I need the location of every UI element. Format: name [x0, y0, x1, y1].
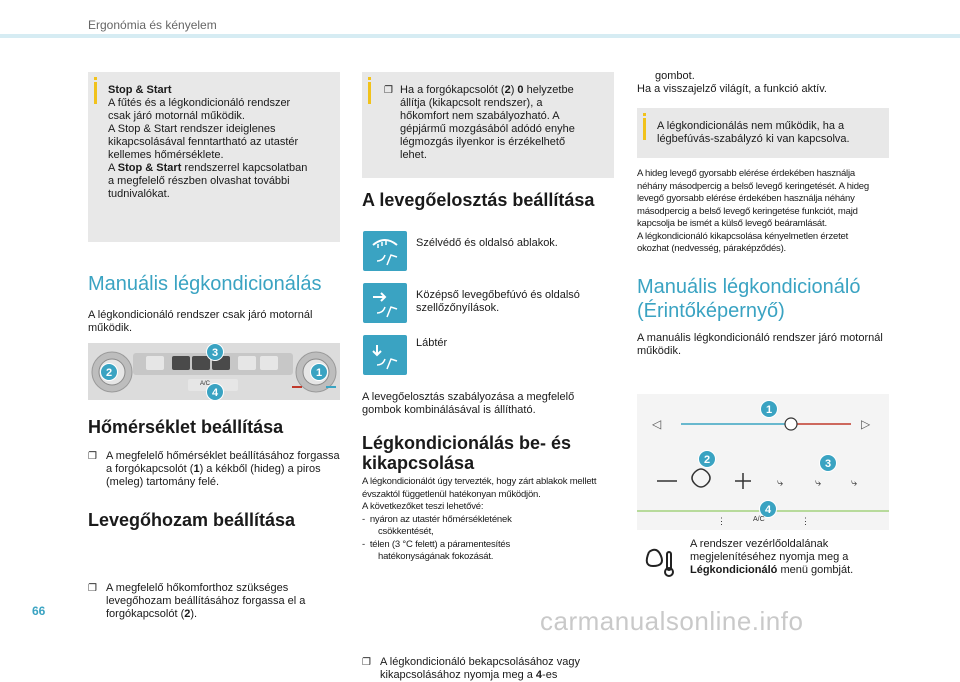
info-icon	[643, 118, 646, 140]
dist-item-1: Szélvédő és oldalsó ablakok.	[416, 237, 558, 249]
svg-text:◁: ◁	[652, 417, 662, 431]
note-line: tudnivalókat.	[108, 188, 170, 200]
ac-toggle-bullet: ❐ A légkondicionáló bekapcsolásához vagy kikapcsolásához nyomja meg a 4-es	[362, 656, 580, 681]
page-number: 66	[32, 604, 46, 618]
page-header-title: Ergonómia és kényelem	[88, 18, 217, 32]
watermark-text: carmanualsonline.info	[540, 606, 804, 636]
svg-text:⤷: ⤷	[777, 477, 784, 489]
checkbox-marker-icon: ❐	[362, 657, 371, 668]
touch-badge-2: 2	[698, 450, 716, 468]
face-vent-icon	[363, 283, 407, 323]
note-line: A fűtés és a légkondicionáló rendszer	[108, 97, 291, 109]
stop-start-note	[88, 72, 340, 242]
knob-zero-note	[362, 72, 614, 178]
dist-title: A levegőelosztás beállítása	[362, 190, 595, 210]
note-line: A Stop & Start rendszer ideiglenes	[108, 123, 276, 135]
control-panel-image	[88, 343, 340, 400]
continued-text: gombot.	[655, 70, 695, 82]
ac-label: A/C	[200, 381, 211, 387]
svg-text:▷: ▷	[861, 417, 871, 431]
badge-2: 2	[100, 363, 118, 381]
info-icon	[94, 82, 97, 104]
footwell-icon	[363, 335, 407, 375]
checkbox-marker-icon: ❐	[384, 85, 393, 96]
air-title: Levegőhozam beállítása	[88, 510, 296, 530]
info-icon	[368, 82, 371, 104]
ac-menu-text: A rendszer vezérlőoldalának megjelenítéséhez nyomja meg a Légkondicionáló menü gombját.	[690, 538, 854, 576]
badge-1: 1	[310, 363, 328, 381]
badge-3: 3	[206, 343, 224, 361]
air-bullet: ❐ A megfelelő hőkomforthoz szükséges levegőhozam beállításához forgassa el a forgókapcsolót (2).	[88, 582, 306, 620]
note-title: Stop & Start	[108, 84, 172, 96]
ac-off-note: A légkondicionálás nem működik, ha a légbefúvás-szabályzó ki van kapcsolva.	[637, 108, 889, 158]
touchscreen-image	[637, 394, 889, 530]
checkbox-marker-icon: ❐	[88, 451, 97, 462]
indicator-text: Ha a visszajelző világít, a funkció aktív.	[637, 83, 827, 95]
note-line: kikapcsolásával fenntartható az utastér	[108, 136, 299, 148]
header-bar	[0, 34, 960, 38]
ac-description: A légkondicionálót úgy tervezték, hogy zárt ablakok mellett évszaktól függetlenül hatékonyan működjön. A következőket teszi lehetővé: - nyáron az utastér hőmérsékletének csökkentését, - télen (3 °C felett) a páramentesítés hatékonyságának fokozását.	[362, 476, 597, 562]
dist-item-2: Középső levegőbefúvó és oldalsó szellőzőnyílások.	[416, 289, 580, 314]
windscreen-icon	[363, 231, 407, 271]
dist-item-3: Lábtér	[416, 337, 448, 349]
temp-bullet: ❐ A megfelelő hőmérséklet beállításához forgassa a forgókapcsolót (1) a kékből (hideg) a piros (meleg) tartomány felé.	[88, 450, 340, 488]
touch-badge-1: 1	[760, 400, 778, 418]
note-line: a megfelelő részben olvashat további	[108, 175, 290, 187]
note-line: csak járó motornál működik.	[108, 110, 245, 122]
touch-badge-3: 3	[819, 454, 837, 472]
ac-menu-icon	[641, 544, 681, 580]
temp-title: Hőmérséklet beállítása	[88, 417, 284, 437]
svg-text:⋮: ⋮	[801, 516, 810, 526]
note-line: kellemes hőmérséklete.	[108, 149, 224, 161]
svg-text:⤷: ⤷	[851, 477, 858, 489]
badge-4: 4	[206, 383, 224, 401]
ac-tips: A hideg levegő gyorsabb elérése érdekében használja néhány másodpercig a belső levegő keringetését. A hideg levegő gyorsabb elérése érdekében használja néhány másodpercig a belső levegő keringetése funkciót, majd kapcsolja be ismét a külső levegő beáramlását. A légkondicionáló kikapcsolása kényelmetlen érzetet okozhat (nedvesség, páraképződés).	[637, 168, 869, 254]
dist-text: A levegőelosztás szabályozása a megfelelő gombok kombinálásával is állítható.	[362, 391, 575, 416]
section-title-touchscreen: Manuális légkondicionáló (Érintőképernyő)	[637, 276, 861, 322]
svg-text:⋮: ⋮	[717, 516, 726, 526]
checkbox-marker-icon: ❐	[88, 583, 97, 594]
svg-text:⤷: ⤷	[815, 477, 822, 489]
manual-ac-intro: A légkondicionáló rendszer csak járó motornál működik.	[88, 309, 313, 334]
touch-badge-4: 4	[759, 500, 777, 518]
note-bullet: ❐ Ha a forgókapcsolót (2) 0 helyzetbe állítja (kikapcsolt rendszer), a hőkomfort nem szabályozható. A gépjármű mozgásából adódó enyhe légmozgás ilyenkor is érzékelhető lehet.	[384, 84, 575, 161]
note-line: A Stop & Start rendszerrel kapcsolatban	[108, 162, 308, 174]
touch-ac-label: A/C	[753, 516, 765, 523]
ac-title: Légkondicionálás be- és kikapcsolása	[362, 433, 572, 473]
touchscreen-intro: A manuális légkondicionáló rendszer járó motornál működik.	[637, 332, 883, 357]
section-title-manual-ac: Manuális légkondicionálás	[88, 273, 322, 295]
